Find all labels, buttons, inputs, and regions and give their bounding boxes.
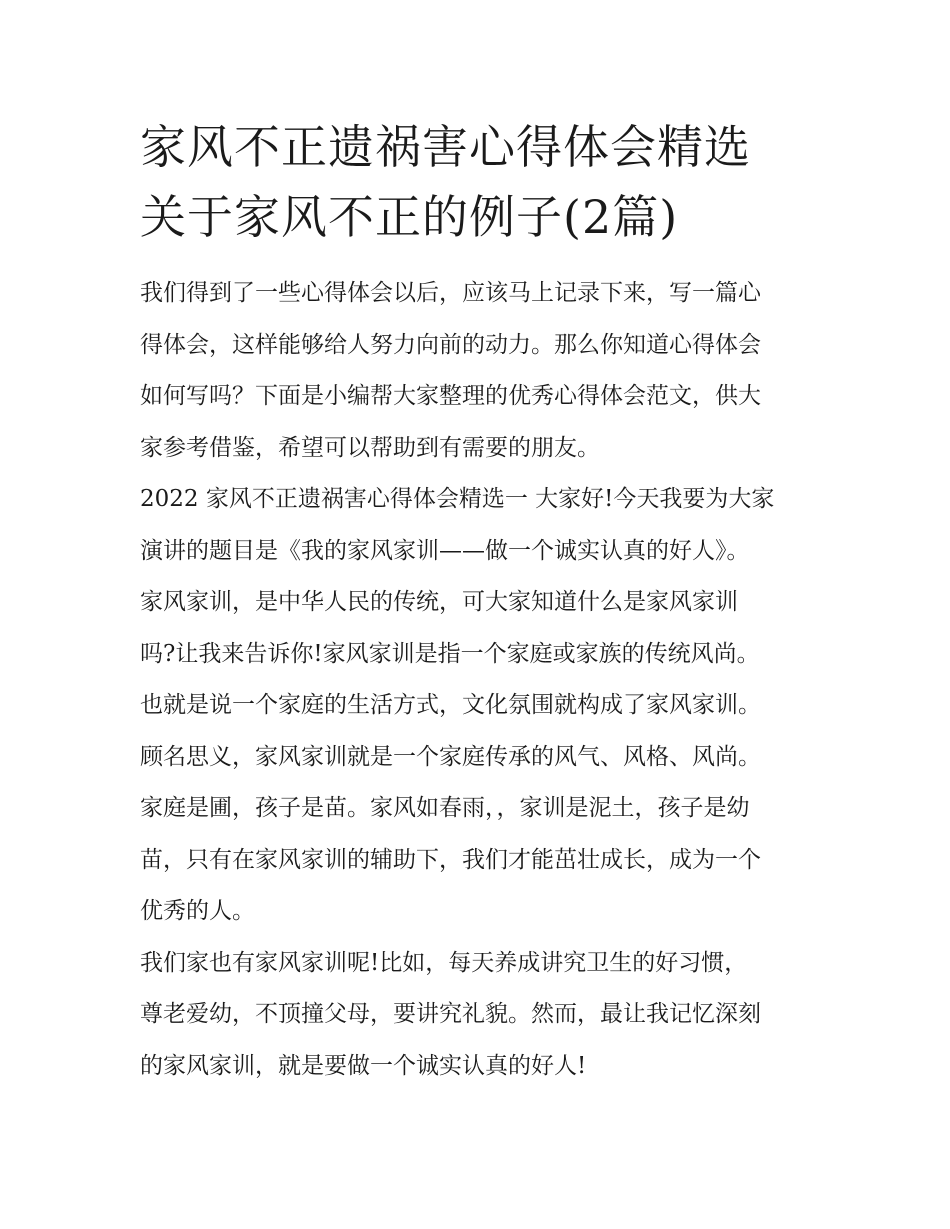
text-line: 吗?让我来告诉你!家风家训是指一个家庭或家族的传统风尚。 — [140, 640, 760, 667]
document-page — [140, 112, 820, 1092]
text-line: 苗，只有在家风家训的辅助下，我们才能茁壮成长，成为一个 — [140, 846, 761, 873]
text-line: 我们得到了一些心得体会以后，应该马上记录下来，写一篇心 — [140, 280, 761, 306]
document-title — [140, 112, 820, 252]
text-line: 尊老爱幼，不顶撞父母，要讲究礼貌。然而，最让我记忆深刻 — [140, 1001, 761, 1027]
title-line: 关于家风不正的例子(2篇) — [140, 190, 679, 244]
text-line: 家参考借鉴，希望可以帮助到有需要的朋友。 — [140, 434, 600, 461]
body-paragraph-1 — [140, 474, 820, 938]
title-line: 家风不正遗祸害心得体会精选 — [140, 120, 751, 174]
text-line: 得体会，这样能够给人努力向前的动力。那么你知道心得体会 — [140, 331, 761, 358]
text-line: 家风家训，是中华人民的传统，可大家知道什么是家风家训 — [140, 589, 738, 615]
text-line: 家庭是圃，孩子是苗。家风如春雨，，家训是泥土，孩子是幼 — [140, 795, 750, 821]
text-line: 也就是说一个家庭的生活方式，文化氛围就构成了家风家训。 — [140, 692, 761, 718]
text-line: 演讲的题目是《我的家风家训——做一个诚实认真的好人》。 — [140, 537, 750, 564]
text-line: 顾名思义，家风家训就是一个家庭传承的风气、风格、风尚。 — [140, 743, 761, 770]
text-line: 我们家也有家风家训呢!比如，每天养成讲究卫生的好习惯， — [140, 949, 748, 976]
text-line: 2022 家风不正遗祸害心得体会精选一 大家好!今天我要为大家 — [140, 486, 775, 512]
intro-paragraph — [140, 268, 820, 474]
text-line: 的家风家训，就是要做一个诚实认真的好人! — [140, 1052, 587, 1079]
text-line: 如何写吗？下面是小编帮大家整理的优秀心得体会范文，供大 — [140, 383, 761, 409]
text-line: 优秀的人。 — [140, 898, 255, 924]
body-paragraph-2 — [140, 938, 820, 1093]
